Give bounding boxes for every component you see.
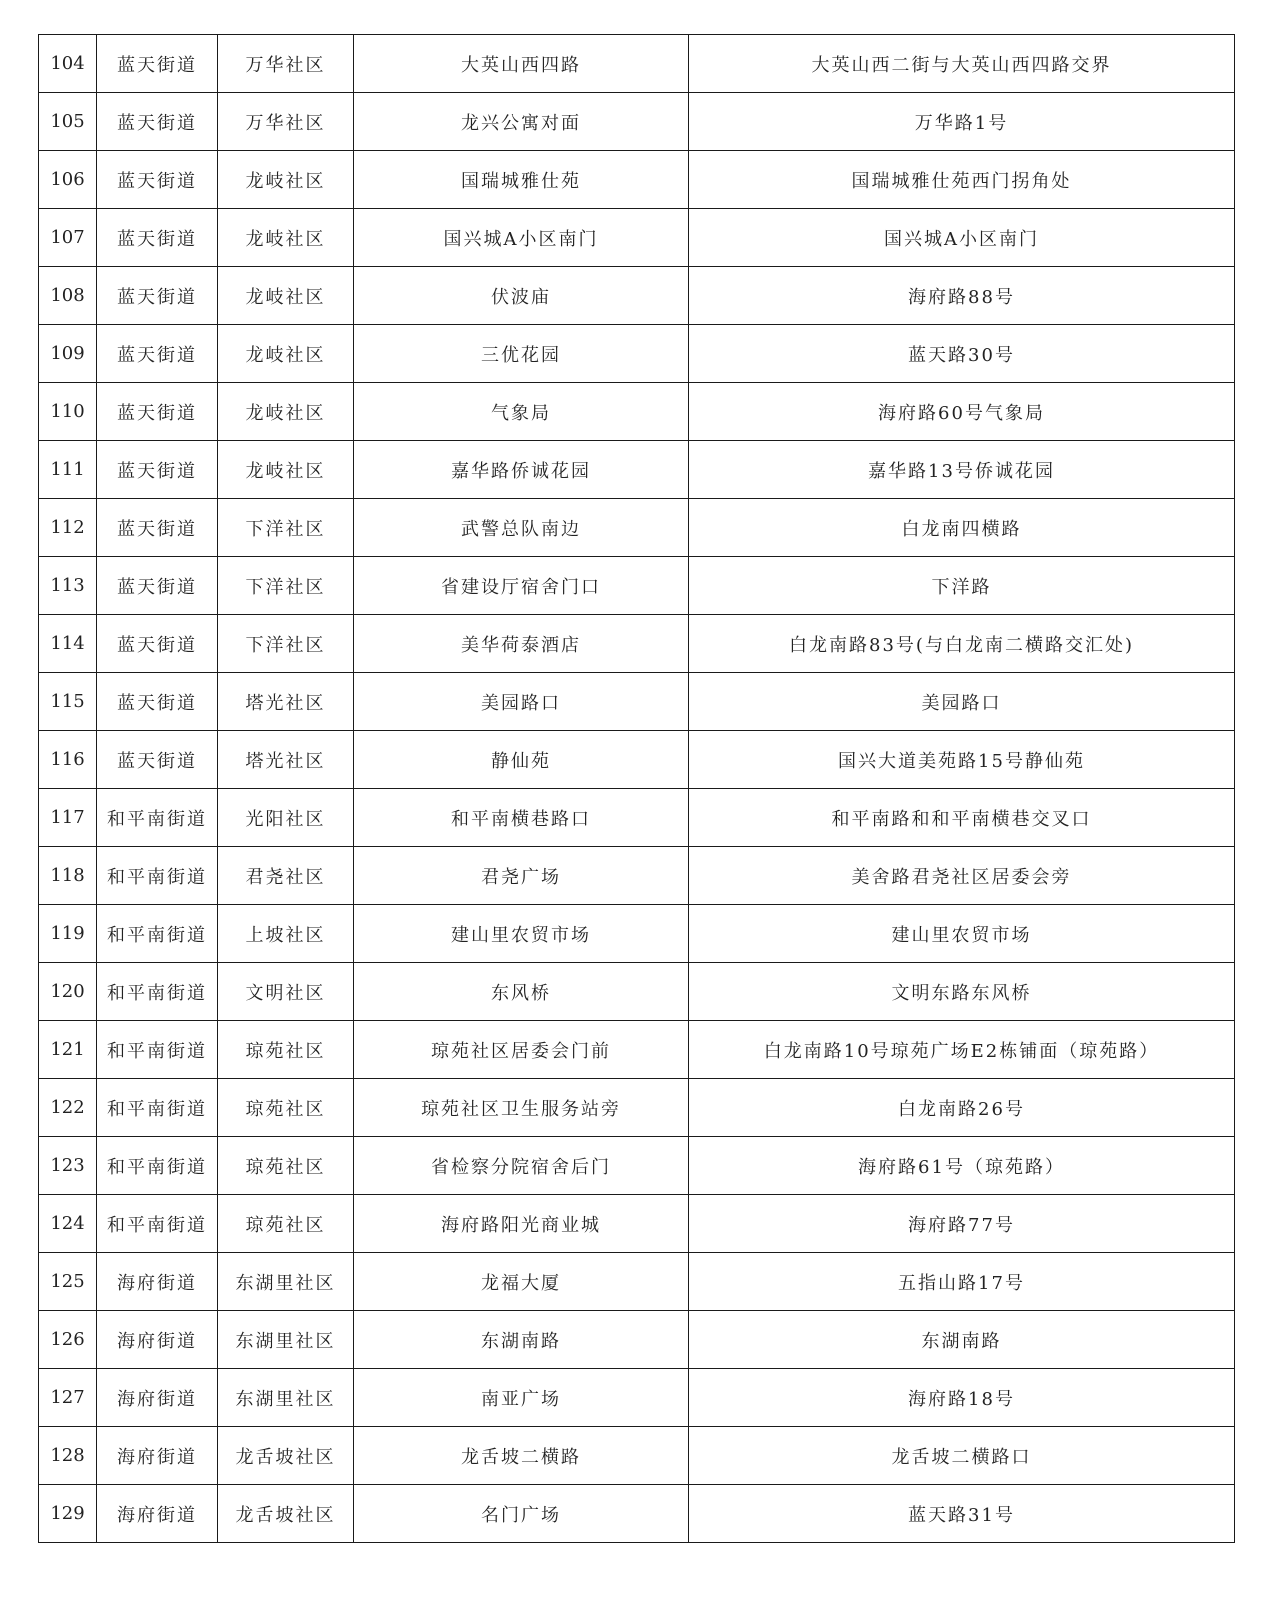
- cell-street: 和平南街道: [97, 1137, 218, 1195]
- cell-number: 120: [39, 963, 97, 1021]
- cell-address: 白龙南路83号(与白龙南二横路交汇处): [689, 615, 1235, 673]
- cell-location: 龙舌坡二横路: [354, 1427, 689, 1485]
- cell-street: 蓝天街道: [97, 441, 218, 499]
- cell-number: 104: [39, 35, 97, 93]
- table-row: [39, 963, 1235, 1021]
- cell-number: 121: [39, 1021, 97, 1079]
- cell-location: 琼苑社区居委会门前: [354, 1021, 689, 1079]
- cell-number: 116: [39, 731, 97, 789]
- cell-street: 和平南街道: [97, 1079, 218, 1137]
- cell-community: 东湖里社区: [218, 1253, 354, 1311]
- cell-community: 龙舌坡社区: [218, 1427, 354, 1485]
- cell-location: 三优花园: [354, 325, 689, 383]
- table-row: [39, 1485, 1235, 1543]
- cell-address: 海府路61号（琼苑路）: [689, 1137, 1235, 1195]
- cell-community: 龙岐社区: [218, 267, 354, 325]
- cell-street: 蓝天街道: [97, 731, 218, 789]
- cell-address: 蓝天路30号: [689, 325, 1235, 383]
- table-row: [39, 499, 1235, 557]
- cell-address: 万华路1号: [689, 93, 1235, 151]
- cell-community: 下洋社区: [218, 557, 354, 615]
- cell-address: 建山里农贸市场: [689, 905, 1235, 963]
- cell-street: 蓝天街道: [97, 35, 218, 93]
- cell-community: 君尧社区: [218, 847, 354, 905]
- cell-number: 127: [39, 1369, 97, 1427]
- cell-location: 美华荷泰酒店: [354, 615, 689, 673]
- cell-number: 119: [39, 905, 97, 963]
- cell-community: 塔光社区: [218, 673, 354, 731]
- cell-community: 琼苑社区: [218, 1021, 354, 1079]
- cell-community: 塔光社区: [218, 731, 354, 789]
- cell-address: 文明东路东风桥: [689, 963, 1235, 1021]
- table-row: [39, 325, 1235, 383]
- table-row: [39, 441, 1235, 499]
- cell-street: 海府街道: [97, 1485, 218, 1543]
- cell-street: 蓝天街道: [97, 151, 218, 209]
- cell-number: 114: [39, 615, 97, 673]
- cell-address: 白龙南四横路: [689, 499, 1235, 557]
- cell-community: 文明社区: [218, 963, 354, 1021]
- table-row: [39, 209, 1235, 267]
- table-row: [39, 383, 1235, 441]
- cell-location: 君尧广场: [354, 847, 689, 905]
- cell-address: 和平南路和和平南横巷交叉口: [689, 789, 1235, 847]
- cell-community: 龙舌坡社区: [218, 1485, 354, 1543]
- cell-number: 109: [39, 325, 97, 383]
- table-row: [39, 1427, 1235, 1485]
- cell-location: 东风桥: [354, 963, 689, 1021]
- cell-location: 武警总队南边: [354, 499, 689, 557]
- cell-number: 112: [39, 499, 97, 557]
- cell-number: 126: [39, 1311, 97, 1369]
- cell-street: 蓝天街道: [97, 267, 218, 325]
- cell-location: 嘉华路侨诚花园: [354, 441, 689, 499]
- cell-community: 东湖里社区: [218, 1311, 354, 1369]
- cell-number: 108: [39, 267, 97, 325]
- cell-location: 龙兴公寓对面: [354, 93, 689, 151]
- table-row: [39, 615, 1235, 673]
- cell-street: 蓝天街道: [97, 557, 218, 615]
- table-row: [39, 1195, 1235, 1253]
- cell-address: 海府路88号: [689, 267, 1235, 325]
- table-row: [39, 673, 1235, 731]
- cell-address: 五指山路17号: [689, 1253, 1235, 1311]
- cell-street: 和平南街道: [97, 905, 218, 963]
- cell-street: 蓝天街道: [97, 499, 218, 557]
- cell-street: 和平南街道: [97, 963, 218, 1021]
- cell-location: 伏波庙: [354, 267, 689, 325]
- cell-community: 下洋社区: [218, 615, 354, 673]
- cell-number: 106: [39, 151, 97, 209]
- table-row: [39, 1137, 1235, 1195]
- cell-address: 东湖南路: [689, 1311, 1235, 1369]
- table-row: [39, 151, 1235, 209]
- cell-street: 蓝天街道: [97, 615, 218, 673]
- cell-location: 和平南横巷路口: [354, 789, 689, 847]
- table-row: [39, 1021, 1235, 1079]
- table-row: [39, 1079, 1235, 1137]
- cell-community: 琼苑社区: [218, 1079, 354, 1137]
- table-row: [39, 267, 1235, 325]
- cell-street: 蓝天街道: [97, 673, 218, 731]
- table-row: [39, 1311, 1235, 1369]
- table-row: [39, 1369, 1235, 1427]
- cell-location: 海府路阳光商业城: [354, 1195, 689, 1253]
- cell-address: 美园路口: [689, 673, 1235, 731]
- cell-number: 118: [39, 847, 97, 905]
- cell-number: 128: [39, 1427, 97, 1485]
- cell-community: 琼苑社区: [218, 1195, 354, 1253]
- cell-community: 光阳社区: [218, 789, 354, 847]
- cell-location: 大英山西四路: [354, 35, 689, 93]
- cell-address: 大英山西二街与大英山西四路交界: [689, 35, 1235, 93]
- cell-address: 美舍路君尧社区居委会旁: [689, 847, 1235, 905]
- cell-number: 123: [39, 1137, 97, 1195]
- cell-address: 海府路18号: [689, 1369, 1235, 1427]
- cell-community: 琼苑社区: [218, 1137, 354, 1195]
- cell-location: 龙福大厦: [354, 1253, 689, 1311]
- location-table: [38, 34, 1235, 1543]
- cell-address: 嘉华路13号侨诚花园: [689, 441, 1235, 499]
- cell-location: 琼苑社区卫生服务站旁: [354, 1079, 689, 1137]
- cell-community: 下洋社区: [218, 499, 354, 557]
- cell-number: 129: [39, 1485, 97, 1543]
- table-row: [39, 905, 1235, 963]
- cell-address: 龙舌坡二横路口: [689, 1427, 1235, 1485]
- cell-number: 113: [39, 557, 97, 615]
- cell-address: 海府路77号: [689, 1195, 1235, 1253]
- cell-street: 海府街道: [97, 1253, 218, 1311]
- table-row: [39, 1253, 1235, 1311]
- cell-location: 省检察分院宿舍后门: [354, 1137, 689, 1195]
- cell-street: 蓝天街道: [97, 93, 218, 151]
- cell-location: 气象局: [354, 383, 689, 441]
- cell-number: 125: [39, 1253, 97, 1311]
- cell-number: 105: [39, 93, 97, 151]
- table-row: [39, 789, 1235, 847]
- cell-location: 美园路口: [354, 673, 689, 731]
- cell-community: 龙岐社区: [218, 325, 354, 383]
- cell-street: 和平南街道: [97, 789, 218, 847]
- cell-number: 122: [39, 1079, 97, 1137]
- cell-number: 107: [39, 209, 97, 267]
- cell-location: 东湖南路: [354, 1311, 689, 1369]
- cell-number: 110: [39, 383, 97, 441]
- cell-community: 东湖里社区: [218, 1369, 354, 1427]
- cell-address: 白龙南路26号: [689, 1079, 1235, 1137]
- cell-location: 名门广场: [354, 1485, 689, 1543]
- cell-location: 建山里农贸市场: [354, 905, 689, 963]
- cell-number: 117: [39, 789, 97, 847]
- cell-address: 国瑞城雅仕苑西门拐角处: [689, 151, 1235, 209]
- cell-number: 111: [39, 441, 97, 499]
- cell-street: 和平南街道: [97, 1195, 218, 1253]
- cell-street: 蓝天街道: [97, 209, 218, 267]
- table-row: [39, 847, 1235, 905]
- cell-number: 115: [39, 673, 97, 731]
- cell-address: 海府路60号气象局: [689, 383, 1235, 441]
- cell-street: 和平南街道: [97, 847, 218, 905]
- cell-address: 白龙南路10号琼苑广场E2栋铺面（琼苑路）: [689, 1021, 1235, 1079]
- cell-community: 龙岐社区: [218, 209, 354, 267]
- cell-street: 蓝天街道: [97, 325, 218, 383]
- table-row: [39, 35, 1235, 93]
- cell-location: 南亚广场: [354, 1369, 689, 1427]
- table-row: [39, 557, 1235, 615]
- cell-address: 下洋路: [689, 557, 1235, 615]
- table-body: [39, 35, 1235, 1543]
- cell-number: 124: [39, 1195, 97, 1253]
- cell-community: 龙岐社区: [218, 441, 354, 499]
- cell-street: 和平南街道: [97, 1021, 218, 1079]
- cell-street: 海府街道: [97, 1427, 218, 1485]
- cell-location: 国兴城A小区南门: [354, 209, 689, 267]
- cell-street: 蓝天街道: [97, 383, 218, 441]
- cell-community: 龙岐社区: [218, 383, 354, 441]
- cell-community: 万华社区: [218, 93, 354, 151]
- cell-location: 省建设厅宿舍门口: [354, 557, 689, 615]
- table-row: [39, 93, 1235, 151]
- table-row: [39, 731, 1235, 789]
- cell-location: 国瑞城雅仕苑: [354, 151, 689, 209]
- cell-address: 蓝天路31号: [689, 1485, 1235, 1543]
- cell-community: 上坡社区: [218, 905, 354, 963]
- cell-street: 海府街道: [97, 1311, 218, 1369]
- cell-location: 静仙苑: [354, 731, 689, 789]
- cell-community: 万华社区: [218, 35, 354, 93]
- cell-street: 海府街道: [97, 1369, 218, 1427]
- cell-address: 国兴大道美苑路15号静仙苑: [689, 731, 1235, 789]
- cell-address: 国兴城A小区南门: [689, 209, 1235, 267]
- cell-community: 龙岐社区: [218, 151, 354, 209]
- document-page: [38, 34, 1234, 1543]
